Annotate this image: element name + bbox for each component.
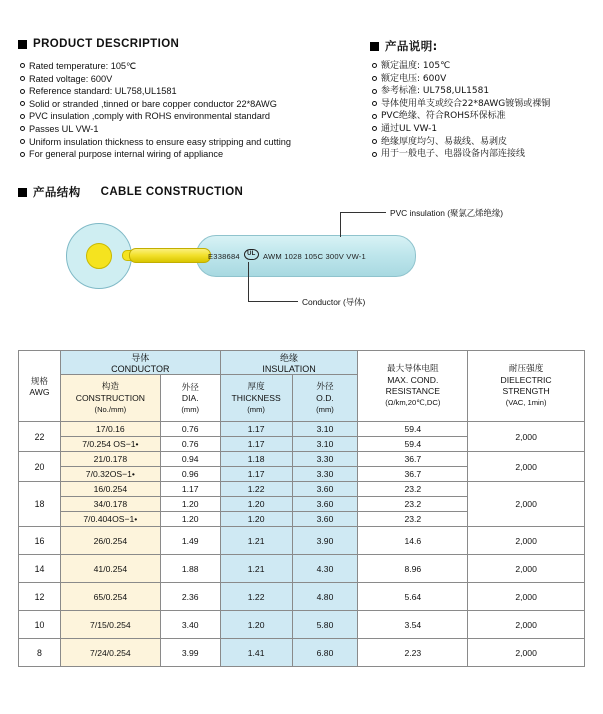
conductor-core-icon: [86, 243, 112, 269]
conductor-callout-label: Conductor (导体): [302, 297, 366, 307]
bullet-dot-icon: [20, 114, 25, 119]
conductor-leader-vertical: [248, 262, 249, 302]
list-item: [20, 123, 291, 136]
table-row: [19, 422, 585, 437]
table-row: [19, 583, 585, 611]
cell-dia: 2.36: [160, 583, 220, 611]
list-item-label: Rated temperature: 105℃: [29, 61, 137, 71]
ul-logo-icon: [244, 249, 259, 260]
cell-od: 4.80: [292, 583, 358, 611]
cell-thickness: 1.17: [220, 422, 292, 437]
header-conductor-dia-2: DIA.: [181, 392, 199, 403]
list-item: [20, 110, 291, 123]
list-item-label: For general purpose internal wiring of appliance: [29, 149, 224, 160]
cell-dia: 3.40: [160, 611, 220, 639]
product-description-heading: [18, 38, 179, 50]
cell-thickness: 1.20: [220, 497, 292, 512]
header-thickness-unit: (mm): [247, 404, 265, 414]
specification-table: [18, 350, 585, 667]
cell-construction: 17/0.16: [60, 422, 160, 437]
header-strength-unit: (VAC, 1min): [505, 398, 547, 407]
bullet-dot-icon: [372, 152, 377, 157]
bullet-dot-icon: [20, 63, 25, 68]
bullet-dot-icon: [20, 126, 25, 131]
conductor-leader-horizontal: [248, 301, 298, 302]
list-item-label: PVC绝缘、符合ROHS环保标准: [381, 111, 506, 122]
cell-dia: 1.49: [160, 527, 220, 555]
bullet-dot-icon: [20, 139, 25, 144]
header-group-insulation-cn: 绝缘: [280, 354, 299, 364]
cable-construction-heading: [18, 184, 243, 200]
table-row: [19, 639, 585, 667]
cell-construction: 7/24/0.254: [60, 639, 160, 667]
cell-thickness: 1.41: [220, 639, 292, 667]
header-group-conductor: [60, 351, 220, 375]
insulation-leader-horizontal: [340, 212, 386, 213]
list-item-label: Reference standard: UL758,UL1581: [29, 86, 177, 97]
header-od-unit: (mm): [316, 404, 334, 414]
cell-construction: 7/0.254 OS−1•: [60, 437, 160, 452]
cell-awg: 18: [19, 482, 61, 527]
cell-od: 3.10: [292, 422, 358, 437]
list-item: [372, 60, 550, 73]
table-row: [19, 555, 585, 583]
bullet-square-icon: [18, 40, 27, 49]
cell-dia: 1.20: [160, 512, 220, 527]
cell-dia: 0.96: [160, 467, 220, 482]
bullet-dot-icon: [372, 139, 377, 144]
cell-resistance: 59.4: [358, 437, 468, 452]
ul-logo-text: UL: [247, 251, 256, 257]
list-item: [20, 98, 291, 111]
header-strength-en-1: DIELECTRIC: [500, 375, 552, 385]
header-cell-strength: [468, 351, 585, 422]
cell-awg: 16: [19, 527, 61, 555]
cell-strength: 2,000: [468, 555, 585, 583]
table-row: [19, 482, 585, 497]
list-item: [20, 73, 291, 86]
list-item: [372, 98, 550, 111]
bullet-dot-icon: [372, 114, 377, 119]
cell-strength: 2,000: [468, 422, 585, 452]
cell-resistance: 5.64: [358, 583, 468, 611]
header-strength-en-2: STRENGTH: [502, 386, 550, 396]
cable-construction-heading-cn: 产品结构: [33, 185, 81, 199]
bullet-dot-icon: [372, 101, 377, 106]
cable-print-right: AWM 1028 105C 300V VW-1: [263, 252, 366, 261]
cell-thickness: 1.18: [220, 452, 292, 467]
header-group-conductor-en: CONDUCTOR: [111, 364, 170, 374]
cell-od: 3.90: [292, 527, 358, 555]
cable-printed-marking: [208, 248, 366, 261]
cell-thickness: 1.22: [220, 583, 292, 611]
cable-construction-heading-en: CABLE CONSTRUCTION: [100, 186, 244, 198]
header-cell-conductor-dia: [160, 375, 220, 422]
cell-construction: 65/0.254: [60, 583, 160, 611]
cell-construction: 7/0.32OS−1•: [60, 467, 160, 482]
cell-od: 3.10: [292, 437, 358, 452]
cell-od: 3.60: [292, 512, 358, 527]
bullet-dot-icon: [20, 76, 25, 81]
list-item-label: 额定电压: 600V: [381, 73, 447, 84]
table-group-header-row: [19, 351, 585, 375]
header-cell-resistance: [358, 351, 468, 422]
product-description-heading-cn-label: 产品说明:: [385, 39, 438, 53]
cell-od: 3.30: [292, 452, 358, 467]
list-item: [372, 136, 550, 149]
table-row: [19, 527, 585, 555]
list-item: [20, 60, 291, 73]
list-item-label: PVC insulation ,comply with ROHS environmental standard: [29, 111, 271, 122]
cell-od: 4.30: [292, 555, 358, 583]
cell-construction: 34/0.178: [60, 497, 160, 512]
description-list-cn: [372, 60, 550, 161]
header-conductor-dia-1: 外径: [181, 381, 199, 392]
cell-awg: 8: [19, 639, 61, 667]
cell-thickness: 1.17: [220, 437, 292, 452]
bullet-square-icon: [370, 42, 379, 51]
list-item-label: 额定温度: 105℃: [381, 61, 451, 71]
insulation-leader-vertical: [340, 212, 341, 237]
list-item: [20, 148, 291, 161]
cell-strength: 2,000: [468, 583, 585, 611]
bullet-dot-icon: [20, 101, 25, 106]
cell-resistance: 3.54: [358, 611, 468, 639]
cell-resistance: 23.2: [358, 512, 468, 527]
list-item-label: Uniform insulation thickness to ensure easy stripping and cutting: [29, 136, 291, 147]
cell-construction: 21/0.178: [60, 452, 160, 467]
bullet-dot-icon: [20, 152, 25, 157]
list-item: [372, 73, 550, 86]
list-item: [372, 110, 550, 123]
cell-resistance: 23.2: [358, 482, 468, 497]
header-group-conductor-cn: 导体: [131, 354, 150, 364]
header-construction-en: CONSTRUCTION: [75, 392, 145, 403]
bullet-square-icon: [18, 188, 27, 197]
list-item-label: 通过UL VW-1: [381, 123, 438, 134]
cell-thickness: 1.17: [220, 467, 292, 482]
cell-thickness: 1.20: [220, 611, 292, 639]
cell-resistance: 36.7: [358, 452, 468, 467]
header-strength-cn: 耐压强度: [508, 364, 544, 374]
insulation-callout-label: PVC insulation (聚氯乙烯绝缘): [390, 208, 504, 218]
cell-dia: 0.94: [160, 452, 220, 467]
header-resistance-en-2: RESISTANCE: [385, 386, 440, 396]
cell-awg: 10: [19, 611, 61, 639]
cell-construction: 7/0.404OS−1•: [60, 512, 160, 527]
cell-od: 5.80: [292, 611, 358, 639]
header-conductor-dia-unit: (mm): [181, 404, 200, 414]
cell-construction: 7/15/0.254: [60, 611, 160, 639]
cell-dia: 0.76: [160, 422, 220, 437]
cell-od: 3.60: [292, 497, 358, 512]
list-item: [20, 85, 291, 98]
list-item-label: Passes UL VW-1: [29, 123, 99, 134]
header-construction-unit: (No./mm): [94, 404, 127, 414]
list-item-label: 导体使用单支或绞合22*8AWG镀锡或裸铜: [381, 98, 551, 109]
cell-strength: 2,000: [468, 452, 585, 482]
list-item: [372, 148, 550, 161]
table-row: [19, 452, 585, 467]
cell-construction: 16/0.254: [60, 482, 160, 497]
description-list-en: [20, 60, 291, 161]
cell-od: 3.30: [292, 467, 358, 482]
header-cell-awg: [19, 351, 61, 422]
header-awg-cn: 规格: [30, 377, 49, 387]
list-item-label: Rated voltage: 600V: [29, 73, 113, 84]
header-resistance-cn: 最大导体电阻: [387, 364, 439, 374]
list-item-label: Solid or stranded ,tinned or bare copper conductor 22*8AWG: [29, 98, 277, 109]
cell-construction: 26/0.254: [60, 527, 160, 555]
cell-resistance: 8.96: [358, 555, 468, 583]
header-thickness-cn: 厚度: [247, 381, 265, 392]
header-construction-cn: 构造: [101, 381, 119, 392]
cell-thickness: 1.21: [220, 555, 292, 583]
header-awg-en: AWG: [29, 387, 50, 397]
cell-awg: 12: [19, 583, 61, 611]
cell-dia: 1.88: [160, 555, 220, 583]
header-od-en: O.D.: [316, 392, 334, 403]
header-od-cn: 外径: [316, 381, 334, 392]
header-cell-od: [292, 375, 358, 422]
list-item-label: 用于一般电子、电器设备内部连接线: [381, 149, 526, 160]
cell-awg: 22: [19, 422, 61, 452]
cell-construction: 41/0.254: [60, 555, 160, 583]
header-resistance-unit: (Ω/km,20℃,DC): [385, 398, 441, 407]
cell-strength: 2,000: [468, 527, 585, 555]
cell-awg: 14: [19, 555, 61, 583]
cell-dia: 3.99: [160, 639, 220, 667]
cell-resistance: 59.4: [358, 422, 468, 437]
cell-resistance: 14.6: [358, 527, 468, 555]
header-thickness-en: THICKNESS: [231, 392, 281, 403]
cell-resistance: 2.23: [358, 639, 468, 667]
list-item: [372, 85, 550, 98]
cell-strength: 2,000: [468, 482, 585, 527]
cell-thickness: 1.22: [220, 482, 292, 497]
header-group-insulation-en: INSULATION: [262, 364, 316, 374]
cell-resistance: 23.2: [358, 497, 468, 512]
cable-print-left: E338684: [208, 252, 240, 261]
cell-dia: 0.76: [160, 437, 220, 452]
cell-dia: 1.20: [160, 497, 220, 512]
header-group-insulation: [220, 351, 358, 375]
list-item: [372, 123, 550, 136]
cell-resistance: 36.7: [358, 467, 468, 482]
conductor-strand-illustration: [129, 248, 211, 263]
list-item-label: 参考标准: UL758,UL1581: [381, 86, 490, 97]
header-cell-thickness: [220, 375, 292, 422]
list-item-label: 绝缘厚度均匀、易裁线、易剥皮: [381, 136, 508, 147]
cell-thickness: 1.21: [220, 527, 292, 555]
bullet-dot-icon: [372, 63, 377, 68]
cell-strength: 2,000: [468, 611, 585, 639]
bullet-dot-icon: [372, 89, 377, 94]
product-description-heading-label: PRODUCT DESCRIPTION: [33, 38, 180, 50]
cell-strength: 2,000: [468, 639, 585, 667]
cable-construction-diagram: [0, 200, 603, 330]
cell-od: 6.80: [292, 639, 358, 667]
table-row: [19, 611, 585, 639]
bullet-dot-icon: [372, 126, 377, 131]
cell-od: 3.60: [292, 482, 358, 497]
header-cell-construction: [60, 375, 160, 422]
list-item: [20, 136, 291, 149]
bullet-dot-icon: [20, 89, 25, 94]
product-description-heading-cn: [370, 38, 438, 54]
header-resistance-en-1: MAX. COND.: [387, 375, 439, 385]
cell-dia: 1.17: [160, 482, 220, 497]
cell-thickness: 1.20: [220, 512, 292, 527]
bullet-dot-icon: [372, 76, 377, 81]
cell-awg: 20: [19, 452, 61, 482]
